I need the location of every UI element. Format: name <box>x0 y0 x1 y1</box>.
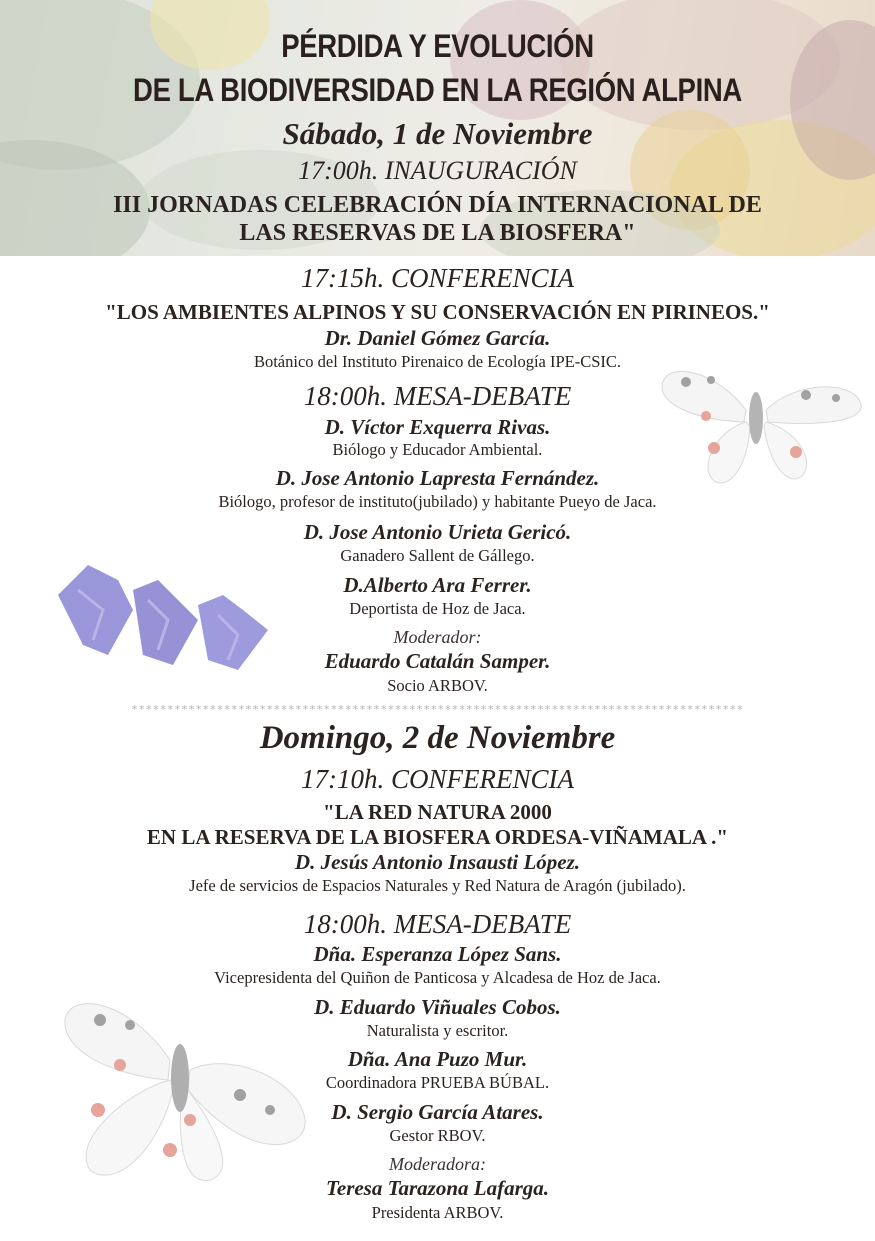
debate-speaker-name: D. Sergio García Atares. <box>331 1100 544 1124</box>
moderator-label: Moderador: <box>393 627 482 647</box>
debate-speaker-name: Dña. Esperanza López Sans. <box>313 942 562 966</box>
sunday-conference-title-line1: "LA RED NATURA 2000 <box>323 800 552 824</box>
sunday-date: Domingo, 2 de Noviembre <box>259 720 616 756</box>
sunday-debate-heading: 18:00h. MESA-DEBATE <box>303 909 572 939</box>
moderator-name: Teresa Tarazona Lafarga. <box>325 1176 550 1200</box>
poster-title-line1: PÉRDIDA Y EVOLUCIÓN <box>281 28 594 64</box>
asterisk-divider: ************************************************************************************** <box>131 703 744 716</box>
moderator-role: Presidenta ARBOV. <box>371 1203 504 1222</box>
sunday-conference-title-line2: EN LA RESERVA DE LA BIOSFERA ORDESA-VIÑAMALA ." <box>146 825 729 849</box>
debate-speaker-role: Biólogo, profesor de instituto(jubilado) y habitante Pueyo de Jaca. <box>218 492 657 511</box>
moderator-role: Socio ARBOV. <box>387 676 488 695</box>
jornadas-subtitle-line2: LAS RESERVAS DE LA BIOSFERA" <box>239 220 636 246</box>
sunday-conference-heading: 17:10h. CONFERENCIA <box>301 764 574 794</box>
moderator-name: Eduardo Catalán Samper. <box>324 649 551 673</box>
saturday-conference-speaker: Dr. Daniel Gómez García. <box>324 326 551 350</box>
debate-speaker-role: Vicepresidenta del Quiñon de Panticosa y Alcadesa de Hoz de Jaca. <box>214 968 661 987</box>
poster-title-line2: DE LA BIODIVERSIDAD EN LA REGIÓN ALPINA <box>133 72 742 108</box>
debate-speaker-role: Gestor RBOV. <box>389 1126 486 1145</box>
saturday-conference-role: Botánico del Instituto Pirenaico de Ecología IPE-CSIC. <box>253 352 622 371</box>
debate-speaker-role: Ganadero Sallent de Gállego. <box>340 546 535 565</box>
debate-speaker-name: D. Jose Antonio Lapresta Fernández. <box>275 466 600 490</box>
debate-speaker-name: D.Alberto Ara Ferrer. <box>343 573 532 597</box>
debate-speaker-name: D. Víctor Exquerra Rivas. <box>324 415 551 439</box>
jornadas-subtitle-line1: III JORNADAS CELEBRACIÓN DÍA INTERNACIONAL DE <box>113 192 762 218</box>
debate-speaker-role: Biólogo y Educador Ambiental. <box>332 440 543 459</box>
inauguration-time: 17:00h. INAUGURACIÓN <box>298 156 577 185</box>
debate-speaker-role: Naturalista y escritor. <box>366 1021 509 1040</box>
saturday-conference-heading: 17:15h. CONFERENCIA <box>301 263 574 293</box>
debate-speaker-role: Coordinadora PRUEBA BÚBAL. <box>325 1073 550 1092</box>
debate-speaker-name: D. Eduardo Viñuales Cobos. <box>314 995 561 1019</box>
moderator-label: Moderadora: <box>389 1154 486 1174</box>
saturday-conference-title: "LOS AMBIENTES ALPINOS Y SU CONSERVACIÓN EN PIRINEOS." <box>105 300 770 324</box>
sunday-conference-role: Jefe de servicios de Espacios Naturales y Red Natura de Aragón (jubilado). <box>189 876 686 895</box>
debate-speaker-name: D. Jose Antonio Urieta Gericó. <box>303 520 572 544</box>
debate-speaker-name: Dña. Ana Puzo Mur. <box>347 1047 528 1071</box>
saturday-debate-heading: 18:00h. MESA-DEBATE <box>303 381 572 411</box>
saturday-date: Sábado, 1 de Noviembre <box>282 116 593 151</box>
debate-speaker-role: Deportista de Hoz de Jaca. <box>349 599 526 618</box>
sunday-conference-speaker: D. Jesús Antonio Insausti López. <box>294 850 581 874</box>
